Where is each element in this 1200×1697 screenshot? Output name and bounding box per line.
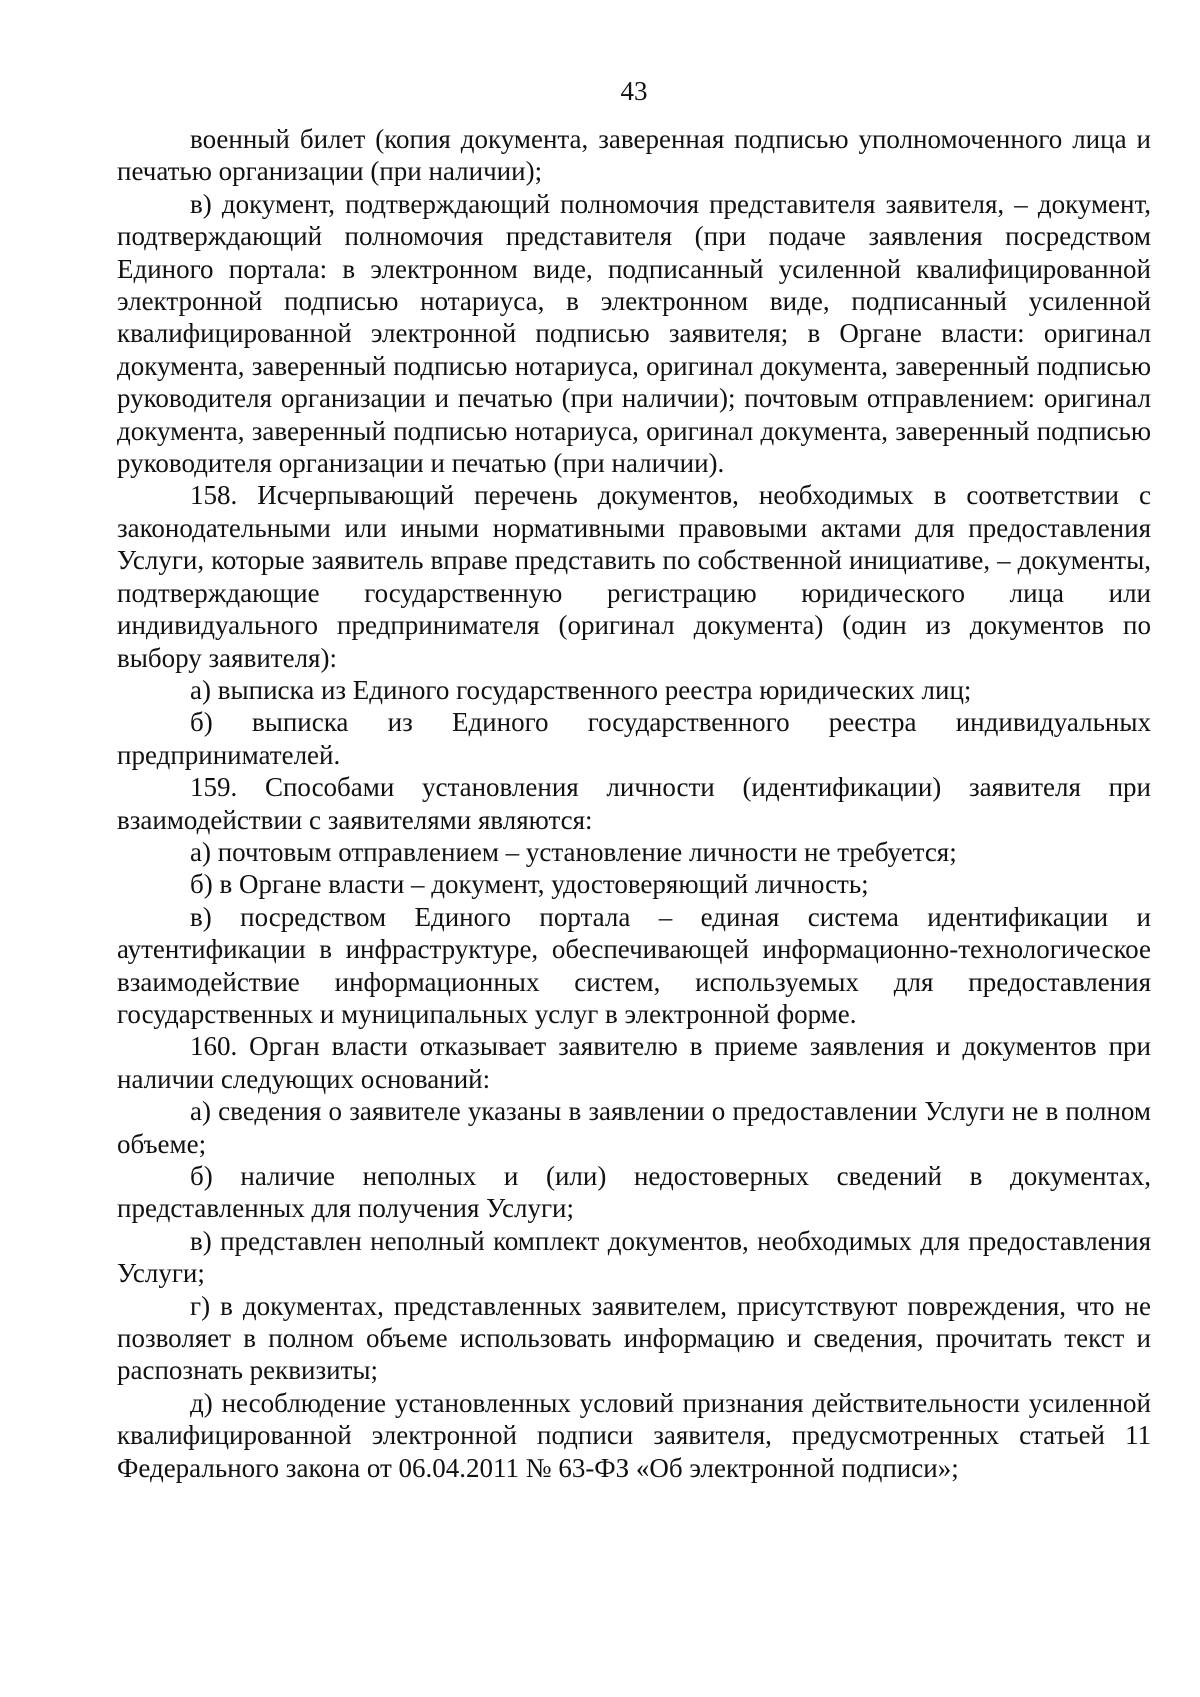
paragraph: д) несоблюдение установленных условий признания действительности усиленной квалифицированной электронной подписи заявителя, предусмотренных статьей 11 Федерального закона от 06.04.2011 № 63-ФЗ «Об электронной подписи»; bbox=[117, 1387, 1151, 1483]
paragraph: в) посредством Единого портала – единая система идентификации и аутентификации в инфраструктуре, обеспечивающей информационно-технологическое взаимодействие информационных систем, используемых для предоставления государственных и муниципальных услуг в электронной форме. bbox=[117, 901, 1151, 1029]
paragraph: г) в документах, представленных заявителем, присутствуют повреждения, что не позволяет в полном объеме использовать информацию и сведения, прочитать текст и распознать реквизиты; bbox=[117, 1290, 1151, 1386]
paragraph: б) выписка из Единого государственного реестра индивидуальных предпринимателей. bbox=[117, 707, 1151, 770]
paragraph: в) документ, подтверждающий полномочия представителя заявителя, – документ, подтверждающий полномочия представителя (при подаче заявления посредством Единого портала: в электронном виде, подписанный усиленной квалифицированной электронной подписью нотариуса, в электронном виде, подписанный усиленной квалифицированной электронной подписью заявителя; в Органе власти: оригинал документа, заверенный подписью нотариуса, оригинал документа, заверенный подписью руководителя организации и печатью (при наличии); почтовым отправлением: оригинал документа, заверенный подписью нотариуса, оригинал документа, заверенный подписью руководителя организации и печатью (при наличии). bbox=[117, 188, 1151, 479]
paragraph: в) представлен неполный комплект документов, необходимых для предоставления Услуги; bbox=[117, 1225, 1151, 1289]
page-number: 43 bbox=[620, 76, 648, 106]
paragraph: а) почтовым отправлением – установление личности не требуется; bbox=[190, 836, 957, 867]
paragraph: военный билет (копия документа, заверенная подписью уполномоченного лица и печатью организации (при наличии); bbox=[117, 124, 1151, 187]
paragraph: 158. Исчерпывающий перечень документов, необходимых в соответствии с законодательными или иными нормативными правовыми актами для предоставления Услуги, которые заявитель вправе представить по собственной инициативе, – документы, подтверждающие государственную регистрацию юридического лица или индивидуального предпринимателя (оригинал документа) (один из документов по выбору заявителя): bbox=[117, 480, 1151, 673]
paragraph: б) наличие неполных и (или) недостоверных сведений в документах, представленных для получения Услуги; bbox=[117, 1161, 1151, 1224]
document-body bbox=[117, 123, 1151, 1484]
paragraph: а) сведения о заявителе указаны в заявлении о предоставлении Услуги не в полном объеме; bbox=[117, 1096, 1151, 1159]
paragraph: б) в Органе власти – документ, удостоверяющий личность; bbox=[190, 869, 869, 900]
paragraph: а) выписка из Единого государственного реестра юридических лиц; bbox=[190, 674, 972, 705]
paragraph: 159. Способами установления личности (идентификации) заявителя при взаимодействии с заявителями являются: bbox=[117, 772, 1151, 835]
paragraph: 160. Орган власти отказывает заявителю в приеме заявления и документов при наличии следующих оснований: bbox=[117, 1031, 1151, 1094]
